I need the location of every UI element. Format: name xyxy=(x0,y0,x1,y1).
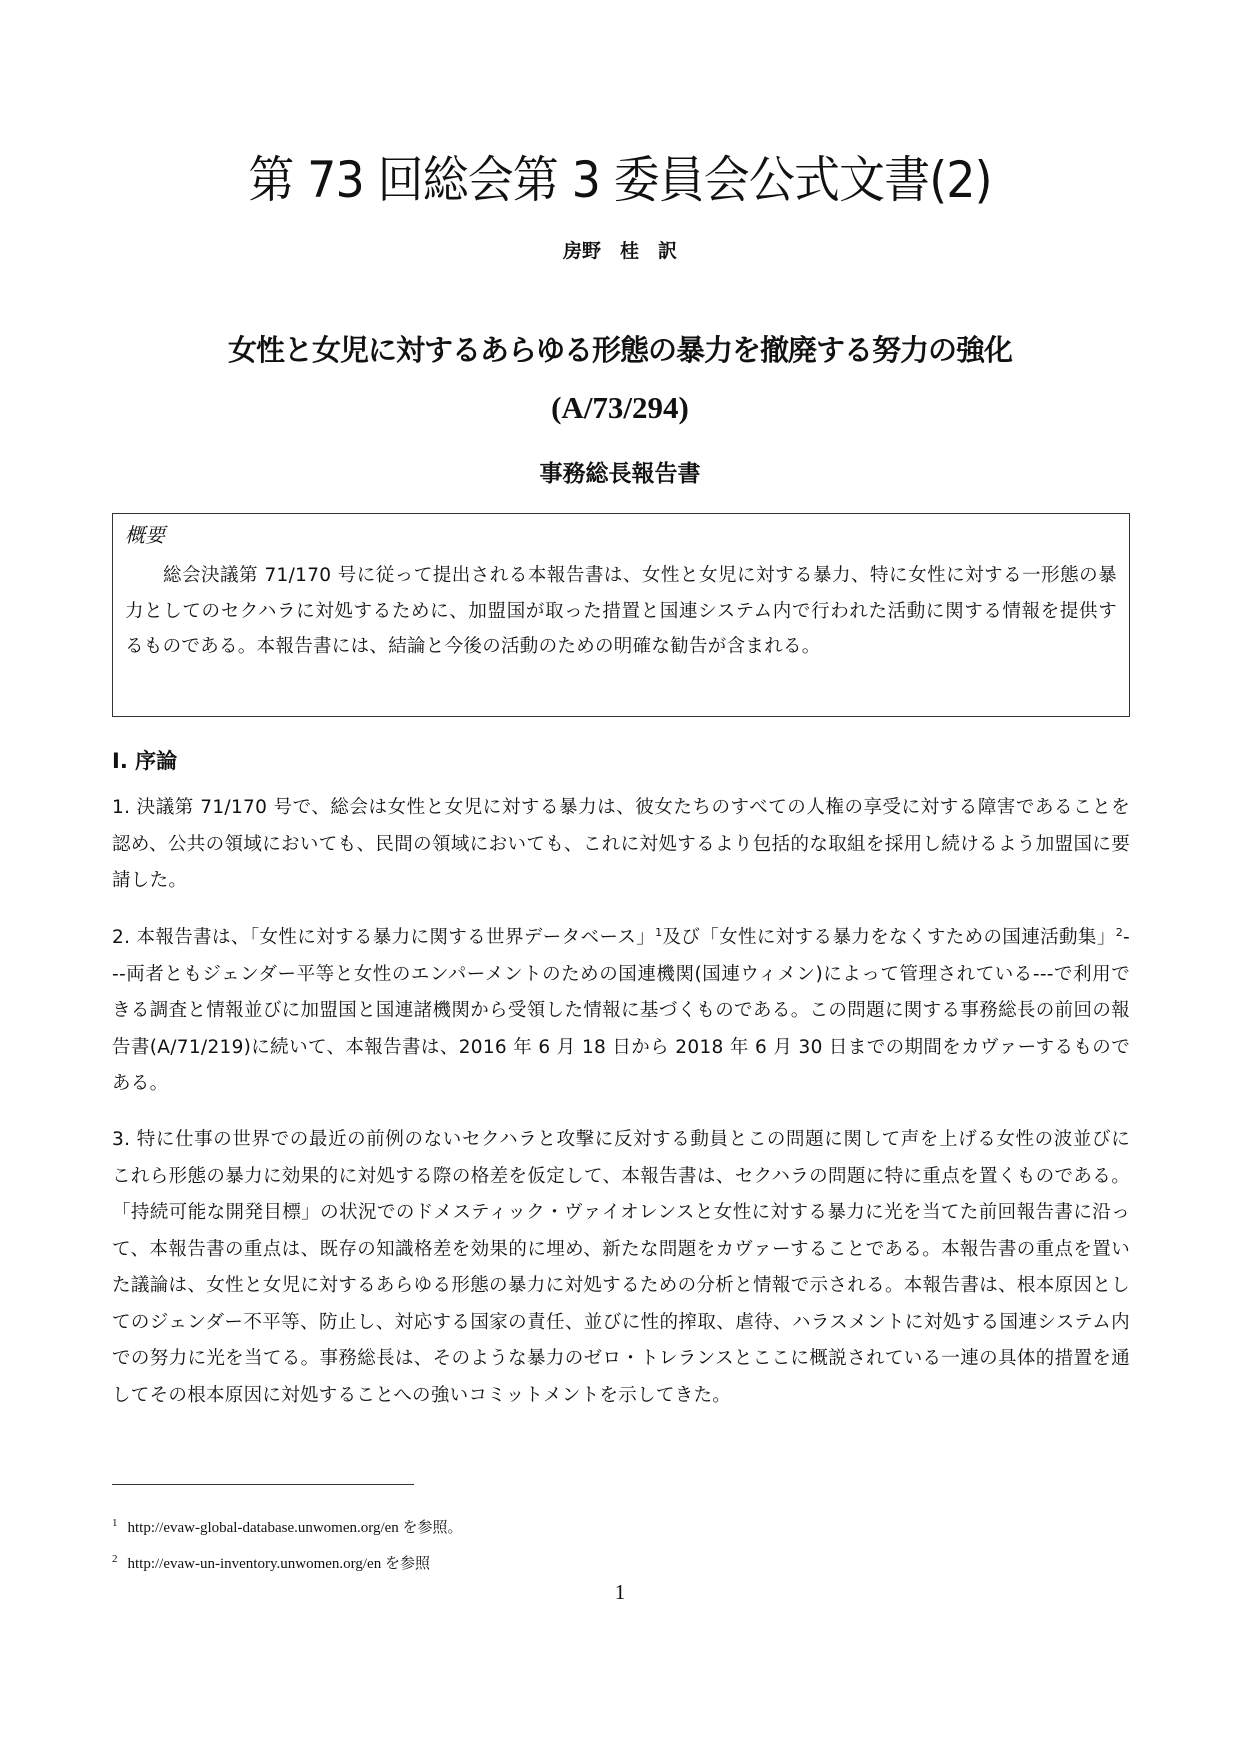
summary-heading: 概要 xyxy=(125,523,165,547)
footnote-ref-1[interactable]: 1 xyxy=(655,925,663,939)
footnote-1-mark: 1 xyxy=(112,1517,118,1529)
document-title: 第 73 回総会第 3 委員会公式文書(2) xyxy=(248,151,992,209)
footnote-divider xyxy=(112,1484,414,1485)
document-subtitle: 女性と女児に対するあらゆる形態の暴力を撤廃する努力の強化 xyxy=(227,333,1012,367)
report-type: 事務総長報告書 xyxy=(539,461,701,487)
paragraph-2-part-1: 2. 本報告書は、「女性に対する暴力に関する世界データベース」 xyxy=(112,927,656,948)
footnote-1 xyxy=(112,1512,463,1539)
section-heading: I. 序論 xyxy=(112,749,178,773)
page-number: 1 xyxy=(614,1580,626,1604)
footnote-ref-2[interactable]: 2 xyxy=(1115,925,1124,939)
document-symbol: (A/73/294) xyxy=(551,390,689,425)
paragraph-2-part-2: 及び「女性に対する暴力をなくすための国連活動集」 xyxy=(662,927,1116,948)
summary-text: 総会決議第 71/170 号に従って提出される本報告書は、女性と女児に対する暴力、特に女性に対する一形態の暴力としてのセクハラに対処するために、加盟国が取った措置と国連システム内で行われた活動に関する情報を提供するものである。本報告書には、結論と今後の活動のための明確な勧告が含まれる。 xyxy=(125,565,1117,657)
translator-credit: 房野 桂 訳 xyxy=(562,240,677,262)
footnote-2 xyxy=(112,1548,430,1575)
footnote-2-mark: 2 xyxy=(112,1553,118,1565)
paragraph-1: 1. 決議第 71/170 号で、総会は女性と女児に対する暴力は、彼女たちのすべての人権の享受に対する障害であることを認め、公共の領域においても、民間の領域においても、これに対処するより包括的な取組を採用し続けるよう加盟国に要請した。 xyxy=(112,797,1130,891)
paragraph-3: 3. 特に仕事の世界での最近の前例のないセクハラと攻撃に反対する動員とこの問題に関して声を上げる女性の波並びにこれら形態の暴力に効果的に対処する際の格差を仮定して、本報告書は、セクハラの問題に特に重点を置くものである。「持続可能な開発目標」の状況でのドメスティック・ヴァイオレンスと女性に対する暴力に光を当てた前回報告書に沿って、本報告書の重点は、既存の知識格差を効果的に埋め、新たな問題をカヴァーすることである。本報告書の重点を置いた議論は、女性と女児に対するあらゆる形態の暴力に対処するための分析と情報で示される。本報告書は、根本原因としてのジェンダー不平等、防止し、対応する国家の責任、並びに性的搾取、虐待、ハラスメントに対処する国連システム内での努力に光を当てる。事務総長は、そのような暴力のゼロ・トレランスとここに概説されている一連の具体的措置を通してその根本原因に対処することへの強いコミットメントを示してきた。 xyxy=(112,1129,1130,1406)
paragraph-2 xyxy=(112,920,1130,1103)
footnote-1-text[interactable]: http://evaw-global-database.unwomen.org/en を参照。 xyxy=(127,1520,463,1536)
summary-box xyxy=(112,513,1130,717)
paragraph-2-part-3: ---両者ともジェンダー平等と女性のエンパーメントのための国連機関(国連ウィメン)によって管理されている---で利用できる調査と情報並びに加盟国と国連諸機関から受領した情報に基づくものである。この問題に関する事務総長の前回の報告書(A/71/219)に続いて、本報告書は、2016 年 6 月 18 日から 2018 年 6 月 30 日までの期間をカヴァーするものである。 xyxy=(112,927,1130,1094)
footnote-2-text[interactable]: http://evaw-un-inventory.unwomen.org/en を参照 xyxy=(127,1556,430,1572)
